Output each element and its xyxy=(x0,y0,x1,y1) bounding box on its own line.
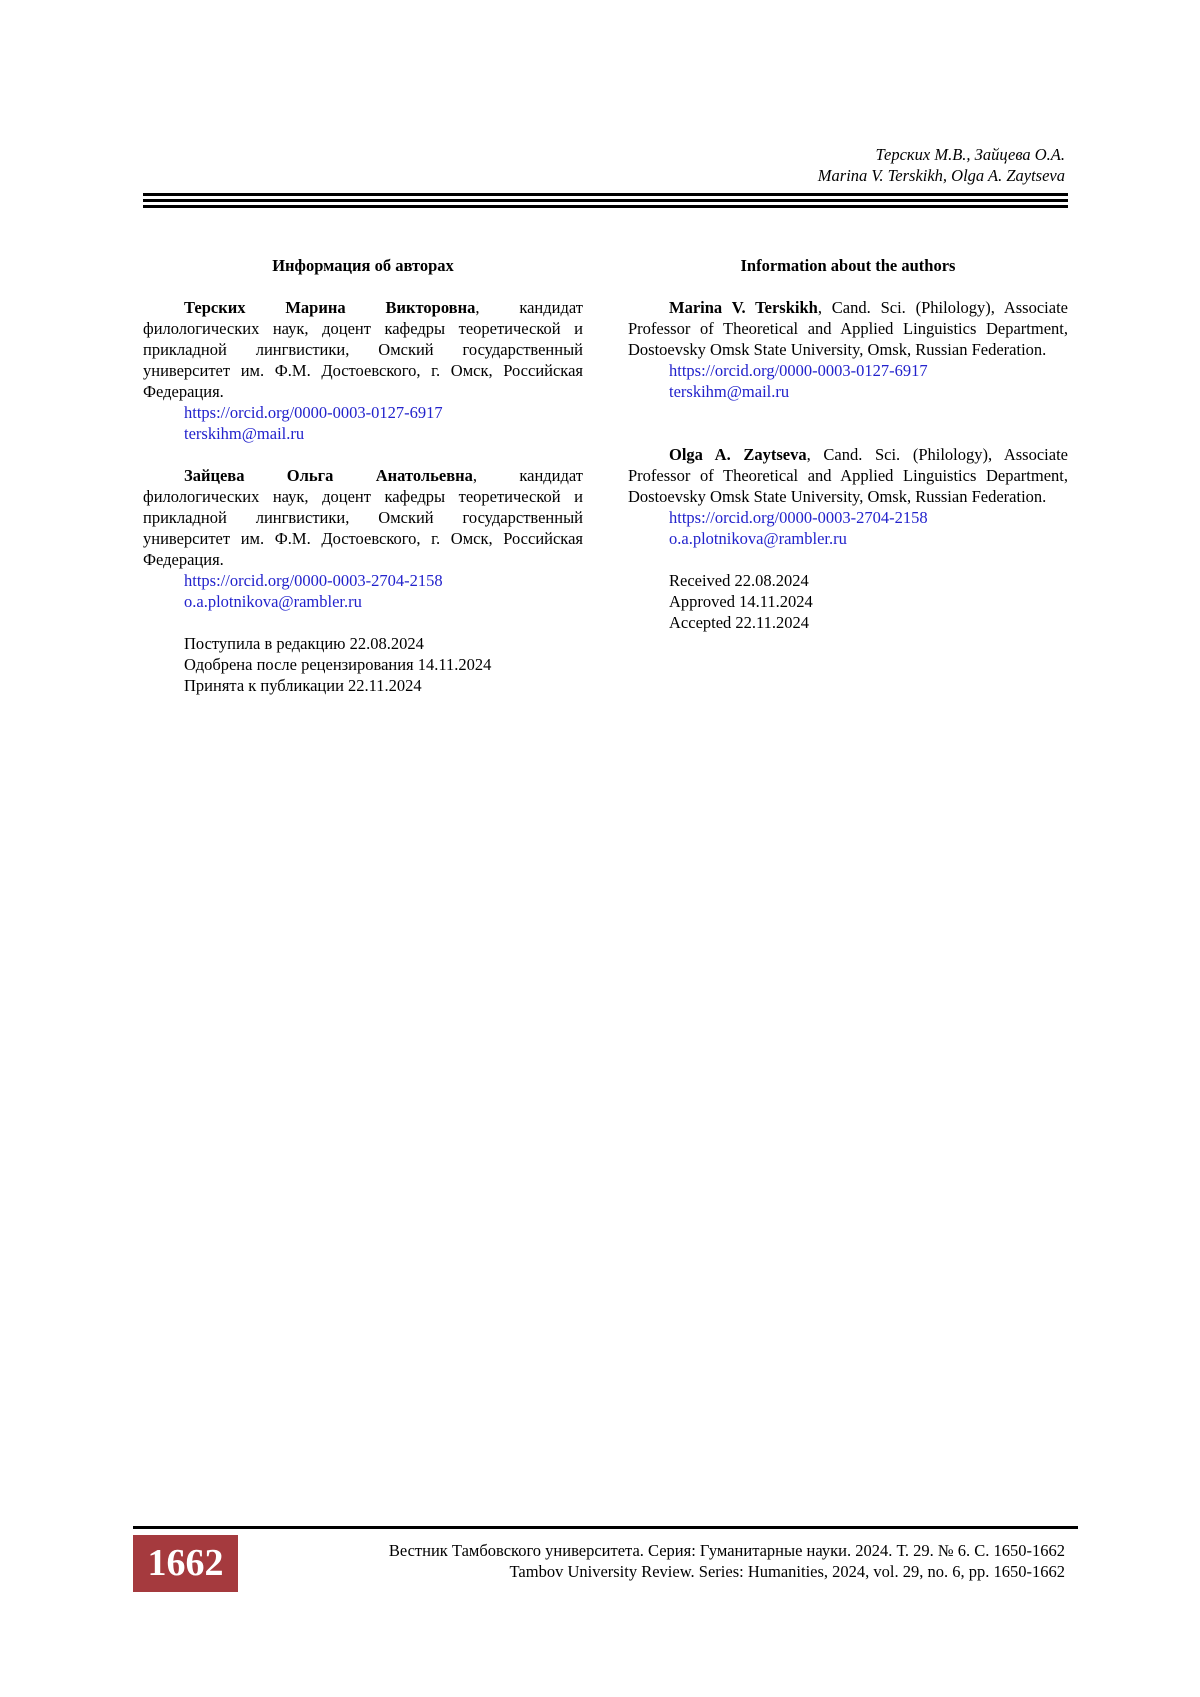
author-entry xyxy=(143,465,583,570)
date-approved: Approved 14.11.2024 xyxy=(669,592,813,611)
orcid-link[interactable]: https://orcid.org/0000-0003-0127-6917 xyxy=(669,361,928,380)
author-name: Зайцева Ольга Анатольевна xyxy=(184,466,473,485)
header-rule xyxy=(143,205,1068,208)
author-name: Терских Марина Викторовна xyxy=(184,298,476,317)
date-accepted: Принята к публикации 22.11.2024 xyxy=(184,676,422,695)
running-head xyxy=(818,144,1065,186)
email-link[interactable]: o.a.plotnikova@rambler.ru xyxy=(184,592,362,611)
journal-citation-en: Tambov University Review. Series: Humanities, 2024, vol. 29, no. 6, pp. 1650-1662 xyxy=(509,1562,1065,1581)
author-affiliation: , Cand. Sci. (Philology), Associate Professor of Theoretical and Applied Linguistics Department, Dostoevsky Omsk State University, Omsk, Russian Federation. xyxy=(628,298,1068,359)
page-number: 1662 xyxy=(133,1535,238,1592)
running-head-ru: Терских М.В., Зайцева О.А. xyxy=(875,145,1065,164)
orcid-link[interactable]: https://orcid.org/0000-0003-0127-6917 xyxy=(184,403,443,422)
author-entry xyxy=(628,297,1068,360)
author-name: Marina V. Terskikh xyxy=(669,298,818,317)
email-link[interactable]: o.a.plotnikova@rambler.ru xyxy=(669,529,847,548)
journal-citation xyxy=(389,1540,1065,1582)
date-approved: Одобрена после рецензирования 14.11.2024 xyxy=(184,655,492,674)
section-title-ru: Информация об авторах xyxy=(272,256,454,275)
authors-info-en xyxy=(628,255,1068,633)
orcid-link[interactable]: https://orcid.org/0000-0003-2704-2158 xyxy=(669,508,928,527)
author-affiliation: , кандидат филологических наук, доцент кафедры теоретической и прикладной лингвистики, Омский государственный университет им. Ф.М. Достоевского, г. Омск, Российская Федерация. xyxy=(143,298,583,401)
author-name: Olga A. Zaytseva xyxy=(669,445,807,464)
section-title-en: Information about the authors xyxy=(740,256,956,275)
date-accepted: Accepted 22.11.2024 xyxy=(669,613,810,632)
header-rule xyxy=(143,193,1068,196)
footer-rule xyxy=(133,1526,1078,1529)
date-received: Received 22.08.2024 xyxy=(669,571,809,590)
email-link[interactable]: terskihm@mail.ru xyxy=(184,424,305,443)
journal-citation-ru: Вестник Тамбовского университета. Серия: Гуманитарные науки. 2024. Т. 29. № 6. С. 1650-1662 xyxy=(388,1541,1065,1560)
author-entry xyxy=(628,444,1068,507)
date-received: Поступила в редакцию 22.08.2024 xyxy=(184,634,424,653)
running-head-en: Marina V. Terskikh, Olga A. Zaytseva xyxy=(817,166,1065,185)
author-entry xyxy=(143,297,583,402)
author-affiliation: , Cand. Sci. (Philology), Associate Professor of Theoretical and Applied Linguistics Department, Dostoevsky Omsk State University, Omsk, Russian Federation. xyxy=(628,445,1068,506)
header-rule xyxy=(143,199,1068,202)
email-link[interactable]: terskihm@mail.ru xyxy=(669,382,790,401)
orcid-link[interactable]: https://orcid.org/0000-0003-2704-2158 xyxy=(184,571,443,590)
authors-info-ru xyxy=(143,255,583,696)
author-affiliation: , кандидат филологических наук, доцент кафедры теоретической и прикладной лингвистики, Омский государственный университет им. Ф.М. Достоевского, г. Омск, Российская Федерация. xyxy=(143,466,584,569)
